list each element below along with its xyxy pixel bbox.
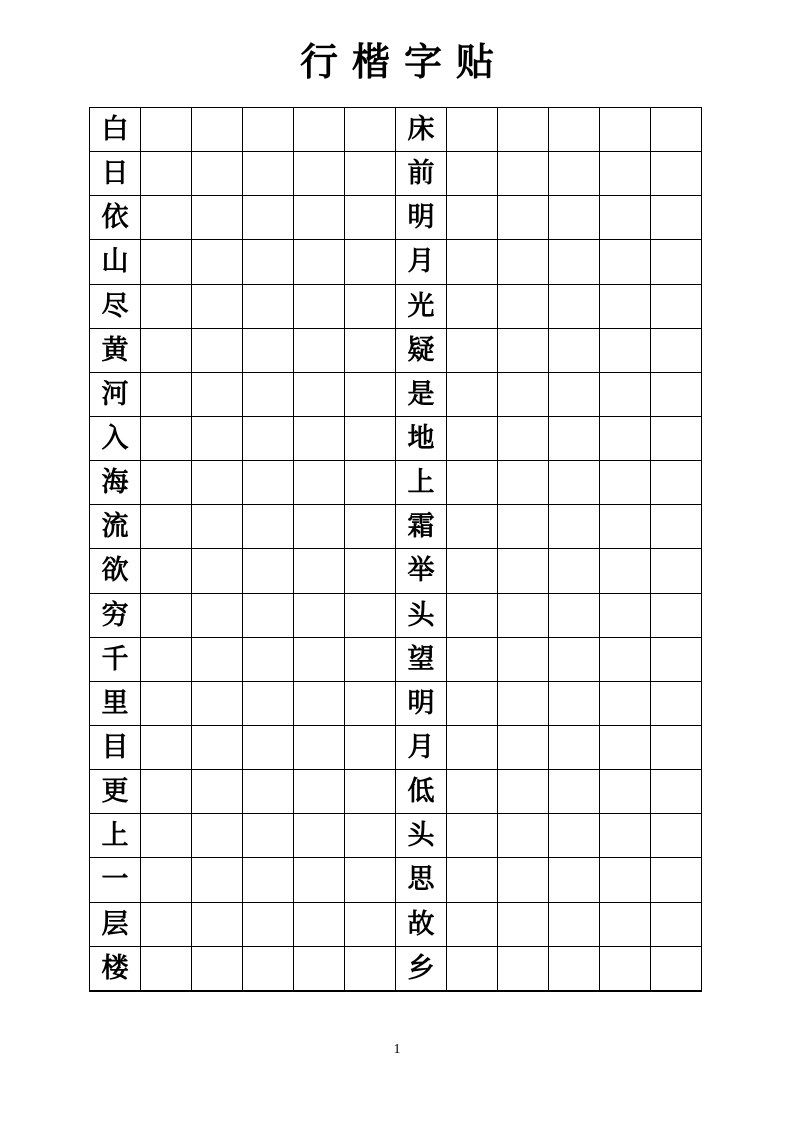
model-character-left: 流 [90, 505, 141, 549]
practice-cell [294, 416, 345, 460]
practice-cell [600, 858, 651, 902]
practice-cell [600, 725, 651, 769]
practice-cell [192, 637, 243, 681]
practice-cell [141, 416, 192, 460]
practice-cell [549, 725, 600, 769]
practice-cell [447, 108, 498, 152]
practice-cell [345, 328, 396, 372]
practice-cell [549, 461, 600, 505]
practice-cell [549, 196, 600, 240]
model-character-right: 前 [396, 152, 447, 196]
practice-cell [243, 637, 294, 681]
grid-row [90, 858, 702, 902]
practice-cell [243, 416, 294, 460]
practice-cell [498, 461, 549, 505]
practice-cell [447, 240, 498, 284]
practice-cell [141, 902, 192, 946]
practice-cell [345, 946, 396, 991]
model-character-right: 疑 [396, 328, 447, 372]
model-character-left: 山 [90, 240, 141, 284]
practice-cell [549, 770, 600, 814]
practice-cell [141, 505, 192, 549]
model-character-right: 举 [396, 549, 447, 593]
practice-cell [447, 593, 498, 637]
practice-cell [345, 284, 396, 328]
practice-cell [294, 505, 345, 549]
practice-cell [141, 328, 192, 372]
practice-cell [447, 505, 498, 549]
practice-cell [600, 196, 651, 240]
practice-cell [141, 284, 192, 328]
practice-cell [651, 328, 702, 372]
practice-cell [447, 681, 498, 725]
practice-cell [141, 240, 192, 284]
grid-row [90, 946, 702, 991]
practice-cell [345, 902, 396, 946]
practice-cell [141, 196, 192, 240]
practice-cell [600, 240, 651, 284]
practice-cell [549, 549, 600, 593]
grid-row [90, 372, 702, 416]
grid-row [90, 328, 702, 372]
grid-row [90, 770, 702, 814]
practice-cell [192, 372, 243, 416]
practice-cell [651, 946, 702, 991]
practice-cell [141, 681, 192, 725]
model-character-right: 思 [396, 858, 447, 902]
practice-cell [651, 725, 702, 769]
practice-cell [600, 681, 651, 725]
practice-cell [600, 770, 651, 814]
practice-cell [243, 725, 294, 769]
model-character-right: 低 [396, 770, 447, 814]
practice-cell [243, 328, 294, 372]
practice-cell [243, 284, 294, 328]
practice-cell [141, 725, 192, 769]
practice-cell [345, 770, 396, 814]
practice-cell [447, 152, 498, 196]
model-character-left: 日 [90, 152, 141, 196]
practice-cell [345, 725, 396, 769]
practice-cell [192, 108, 243, 152]
practice-cell [141, 108, 192, 152]
practice-cell [141, 637, 192, 681]
practice-cell [600, 416, 651, 460]
practice-cell [294, 196, 345, 240]
practice-cell [549, 858, 600, 902]
practice-cell [345, 240, 396, 284]
page-title: 行楷字贴 [299, 40, 508, 84]
practice-cell [600, 505, 651, 549]
practice-cell [447, 858, 498, 902]
page-number: 1 [393, 1042, 401, 1057]
practice-cell [651, 681, 702, 725]
practice-cell [549, 593, 600, 637]
practice-cell [345, 858, 396, 902]
practice-cell [192, 505, 243, 549]
practice-cell [192, 725, 243, 769]
practice-cell [447, 328, 498, 372]
grid-row [90, 681, 702, 725]
practice-cell [243, 372, 294, 416]
model-character-right: 床 [396, 108, 447, 152]
practice-cell [600, 814, 651, 858]
practice-cell [345, 461, 396, 505]
grid-row [90, 461, 702, 505]
practice-cell [294, 108, 345, 152]
model-character-right: 上 [396, 461, 447, 505]
practice-cell [447, 946, 498, 991]
practice-cell [141, 593, 192, 637]
practice-cell [294, 240, 345, 284]
grid-row [90, 152, 702, 196]
grid-row [90, 814, 702, 858]
practice-cell [192, 593, 243, 637]
model-character-left: 层 [90, 902, 141, 946]
practice-cell [651, 770, 702, 814]
practice-cell [549, 902, 600, 946]
practice-cell [192, 902, 243, 946]
practice-cell [498, 946, 549, 991]
practice-cell [498, 196, 549, 240]
practice-cell [498, 725, 549, 769]
model-character-left: 目 [90, 725, 141, 769]
practice-cell [600, 593, 651, 637]
practice-cell [192, 946, 243, 991]
practice-cell [447, 372, 498, 416]
practice-cell [294, 549, 345, 593]
practice-cell [498, 593, 549, 637]
practice-cell [600, 902, 651, 946]
practice-cell [294, 858, 345, 902]
grid-row [90, 240, 702, 284]
practice-cell [294, 725, 345, 769]
practice-cell [192, 416, 243, 460]
practice-cell [192, 328, 243, 372]
practice-cell [498, 858, 549, 902]
practice-cell [294, 770, 345, 814]
model-character-right: 头 [396, 593, 447, 637]
practice-cell [651, 152, 702, 196]
model-character-left: 海 [90, 461, 141, 505]
practice-cell [498, 108, 549, 152]
model-character-right: 月 [396, 240, 447, 284]
grid-row [90, 593, 702, 637]
practice-cell [600, 152, 651, 196]
practice-cell [600, 284, 651, 328]
practice-cell [294, 152, 345, 196]
practice-grid [89, 107, 702, 992]
practice-cell [498, 505, 549, 549]
practice-cell [141, 946, 192, 991]
practice-cell [651, 814, 702, 858]
model-character-left: 黄 [90, 328, 141, 372]
practice-cell [192, 681, 243, 725]
practice-cell [447, 902, 498, 946]
model-character-left: 入 [90, 416, 141, 460]
practice-cell [549, 505, 600, 549]
practice-cell [549, 108, 600, 152]
practice-cell [294, 946, 345, 991]
practice-cell [447, 284, 498, 328]
practice-cell [498, 681, 549, 725]
practice-cell [447, 549, 498, 593]
practice-cell [600, 328, 651, 372]
practice-cell [243, 108, 294, 152]
model-character-left: 上 [90, 814, 141, 858]
model-character-left: 楼 [90, 946, 141, 991]
practice-cell [192, 770, 243, 814]
practice-cell [243, 770, 294, 814]
practice-cell [141, 770, 192, 814]
practice-cell [243, 505, 294, 549]
model-character-left: 欲 [90, 549, 141, 593]
practice-cell [192, 196, 243, 240]
practice-cell [243, 152, 294, 196]
model-character-left: 尽 [90, 284, 141, 328]
model-character-left: 千 [90, 637, 141, 681]
model-character-left: 一 [90, 858, 141, 902]
practice-cell [549, 284, 600, 328]
practice-cell [141, 461, 192, 505]
practice-cell [243, 549, 294, 593]
practice-cell [549, 372, 600, 416]
practice-cell [498, 770, 549, 814]
practice-cell [345, 416, 396, 460]
grid-row [90, 196, 702, 240]
practice-cell [651, 549, 702, 593]
practice-cell [447, 461, 498, 505]
practice-cell [294, 681, 345, 725]
practice-cell [141, 372, 192, 416]
practice-cell [447, 725, 498, 769]
practice-cell [192, 152, 243, 196]
practice-cell [345, 372, 396, 416]
practice-cell [294, 372, 345, 416]
grid-row [90, 108, 702, 152]
grid-row [90, 549, 702, 593]
model-character-right: 望 [396, 637, 447, 681]
practice-cell [651, 902, 702, 946]
practice-cell [294, 637, 345, 681]
practice-cell [651, 196, 702, 240]
practice-cell [600, 946, 651, 991]
practice-cell [294, 593, 345, 637]
practice-cell [243, 593, 294, 637]
practice-cell [549, 328, 600, 372]
practice-cell [192, 240, 243, 284]
practice-cell [600, 637, 651, 681]
model-character-right: 乡 [396, 946, 447, 991]
model-character-right: 月 [396, 725, 447, 769]
practice-cell [345, 637, 396, 681]
practice-cell [345, 108, 396, 152]
practice-cell [192, 549, 243, 593]
model-character-left: 河 [90, 372, 141, 416]
practice-cell [549, 152, 600, 196]
practice-cell [651, 461, 702, 505]
practice-cell [498, 902, 549, 946]
practice-cell [141, 858, 192, 902]
model-character-right: 头 [396, 814, 447, 858]
practice-cell [549, 814, 600, 858]
practice-cell [549, 946, 600, 991]
practice-cell [243, 196, 294, 240]
model-character-left: 更 [90, 770, 141, 814]
practice-cell [549, 240, 600, 284]
practice-cell [345, 505, 396, 549]
practice-cell [345, 681, 396, 725]
model-character-left: 穷 [90, 593, 141, 637]
practice-cell [498, 637, 549, 681]
grid-row [90, 725, 702, 769]
practice-cell [243, 461, 294, 505]
practice-cell [447, 770, 498, 814]
practice-cell [498, 152, 549, 196]
practice-cell [498, 416, 549, 460]
practice-cell [243, 946, 294, 991]
practice-cell [243, 681, 294, 725]
practice-cell [294, 902, 345, 946]
practice-cell [498, 814, 549, 858]
practice-cell [243, 902, 294, 946]
practice-cell [651, 108, 702, 152]
model-character-right: 霜 [396, 505, 447, 549]
practice-cell [294, 328, 345, 372]
practice-cell [294, 461, 345, 505]
practice-cell [141, 549, 192, 593]
practice-cell [447, 637, 498, 681]
grid-row [90, 284, 702, 328]
practice-cell [345, 196, 396, 240]
practice-cell [651, 240, 702, 284]
grid-row [90, 416, 702, 460]
practice-cell [243, 858, 294, 902]
practice-cell [498, 284, 549, 328]
practice-cell [498, 240, 549, 284]
practice-cell [600, 108, 651, 152]
practice-cell [345, 549, 396, 593]
practice-cell [447, 814, 498, 858]
model-character-left: 白 [90, 108, 141, 152]
grid-row [90, 637, 702, 681]
practice-cell [600, 461, 651, 505]
practice-cell [345, 593, 396, 637]
practice-cell [651, 858, 702, 902]
practice-cell [549, 681, 600, 725]
practice-cell [447, 196, 498, 240]
practice-cell [498, 372, 549, 416]
practice-cell [498, 328, 549, 372]
grid-row [90, 505, 702, 549]
practice-cell [294, 284, 345, 328]
practice-cell [651, 416, 702, 460]
practice-cell [651, 372, 702, 416]
practice-cell [243, 240, 294, 284]
model-character-right: 明 [396, 681, 447, 725]
practice-cell [600, 549, 651, 593]
practice-cell [192, 814, 243, 858]
practice-cell [651, 593, 702, 637]
practice-cell [600, 372, 651, 416]
model-character-right: 光 [396, 284, 447, 328]
practice-cell [141, 152, 192, 196]
practice-cell [651, 505, 702, 549]
practice-cell [243, 814, 294, 858]
practice-cell [294, 814, 345, 858]
practice-cell [192, 858, 243, 902]
model-character-right: 是 [396, 372, 447, 416]
practice-cell [447, 416, 498, 460]
model-character-right: 明 [396, 196, 447, 240]
practice-cell [651, 637, 702, 681]
practice-cell [141, 814, 192, 858]
model-character-left: 里 [90, 681, 141, 725]
practice-cell [651, 284, 702, 328]
practice-cell [549, 416, 600, 460]
grid-row [90, 902, 702, 946]
model-character-right: 地 [396, 416, 447, 460]
practice-cell [549, 637, 600, 681]
practice-cell [345, 814, 396, 858]
practice-cell [192, 461, 243, 505]
model-character-right: 故 [396, 902, 447, 946]
practice-cell [192, 284, 243, 328]
practice-cell [498, 549, 549, 593]
practice-cell [345, 152, 396, 196]
model-character-left: 依 [90, 196, 141, 240]
